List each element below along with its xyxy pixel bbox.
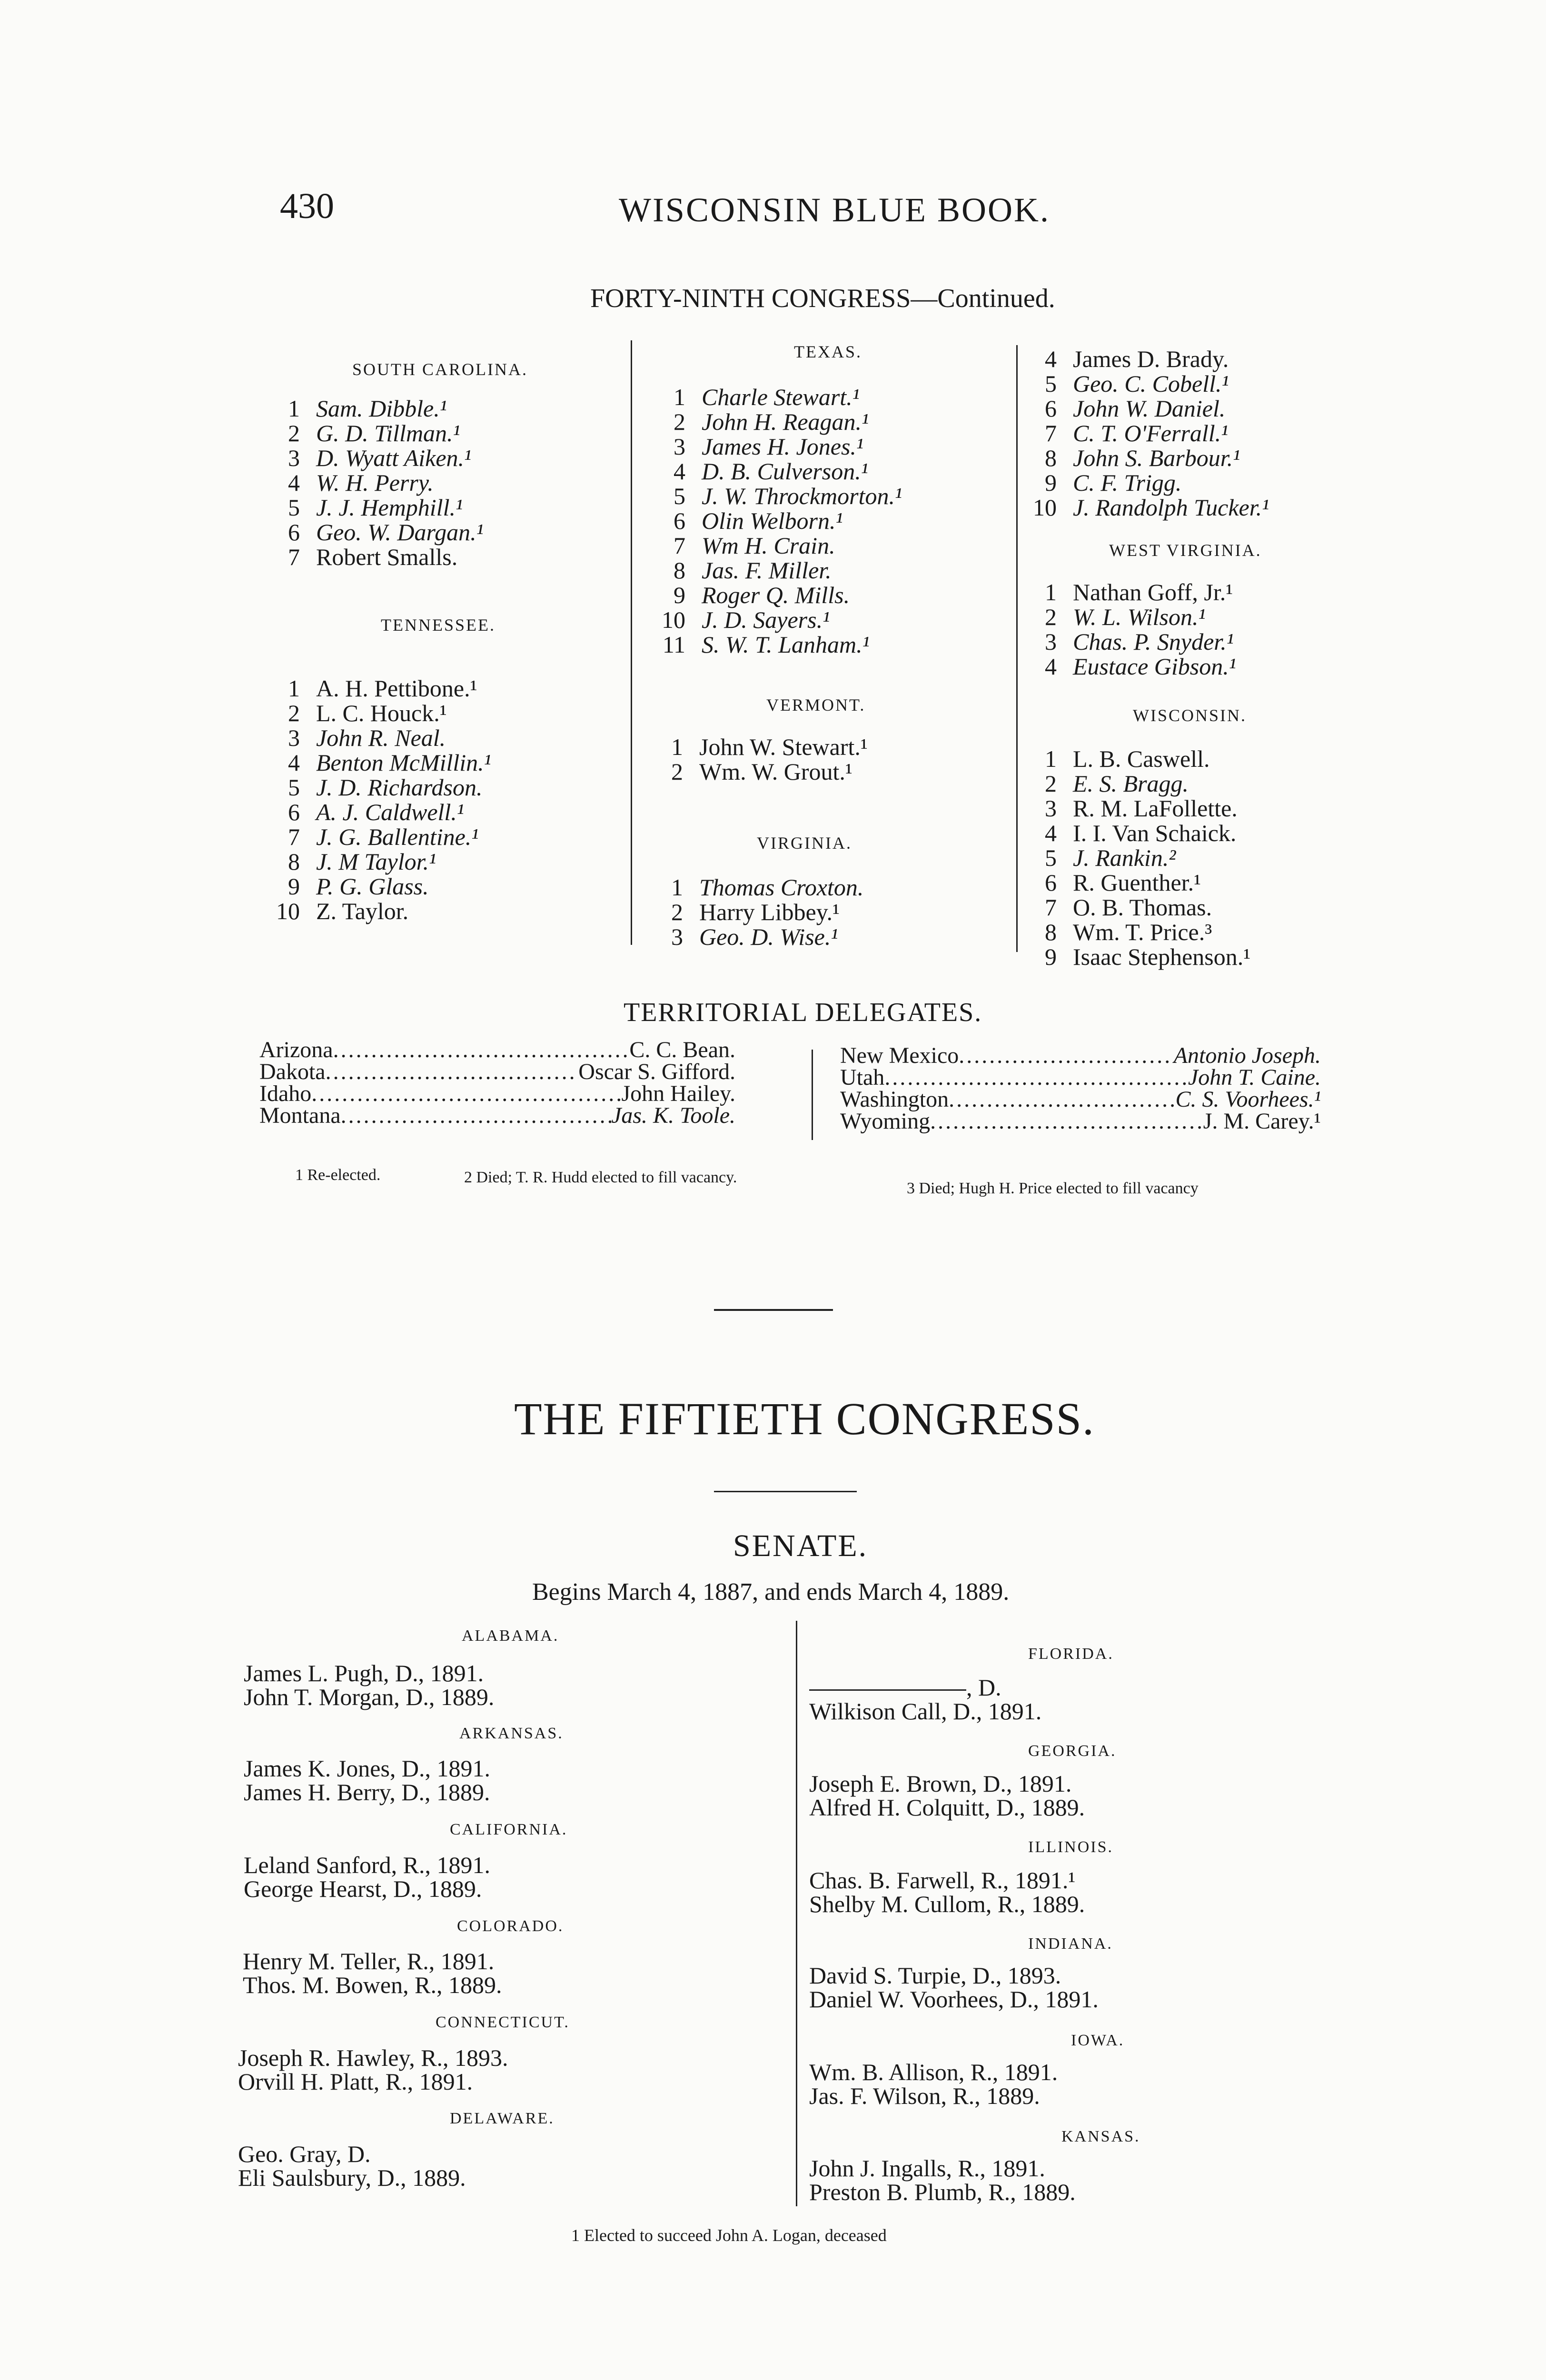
list-item: 7 C. T. O'Ferrall.¹ (1045, 420, 1229, 446)
list-item: 5 J. W. Throckmorton.¹ (674, 483, 902, 509)
list-item: 3 John R. Neal. (288, 724, 446, 751)
member-list (650, 875, 863, 949)
column-rule (631, 340, 632, 945)
senator-list (244, 1853, 490, 1901)
list-item: 1 A. H. Pettibone.¹ (288, 675, 477, 702)
section-rule (714, 1309, 833, 1311)
senator-list (238, 2142, 466, 2190)
state-heading: SOUTH CAROLINA. (352, 360, 528, 379)
column-rule (796, 1621, 797, 2206)
delegates-left (259, 1039, 735, 1127)
list-item: 1 John W. Stewart.¹ (671, 734, 868, 760)
senator: Joseph E. Brown, D., 1891. (809, 1770, 1072, 1797)
list-item: 4 D. B. Culverson.¹ (674, 458, 868, 485)
list-item: 4 Benton McMillin.¹ (288, 749, 491, 776)
running-title: WISCONSIN BLUE BOOK. (619, 191, 1050, 229)
delegate-row: Idaho ..... John Hailey. (259, 1083, 735, 1105)
list-item: 1 L. B. Caswell. (1045, 745, 1210, 772)
senate-heading: SENATE. (733, 1528, 868, 1563)
senator-list (809, 1676, 1041, 1723)
list-item: 2 W. L. Wilson.¹ (1045, 604, 1206, 630)
list-item: 3 R. M. LaFollette. (1045, 795, 1238, 822)
senator-list (809, 2156, 1076, 2204)
senator: Orvill H. Platt, R., 1891. (238, 2068, 473, 2095)
senator: John J. Ingalls, R., 1891. (809, 2155, 1045, 2182)
state-heading: ARKANSAS. (459, 1725, 564, 1742)
member-list (1023, 347, 1269, 520)
list-item: 3 Chas. P. Snyder.¹ (1045, 628, 1234, 655)
list-item: 5 J. J. Hemphill.¹ (288, 494, 463, 521)
senator-list (243, 1949, 502, 1997)
list-item: 7 J. G. Ballentine.¹ (288, 823, 479, 850)
state-heading: CONNECTICUT. (436, 2013, 570, 2031)
senator: Daniel W. Voorhees, D., 1891. (809, 1986, 1099, 2013)
senator: Joseph R. Hawley, R., 1893. (238, 2044, 508, 2071)
state-heading: KANSAS. (1061, 2128, 1140, 2145)
list-item: 6 Olin Welborn.¹ (674, 507, 843, 534)
state-heading: DELAWARE. (450, 2110, 555, 2127)
senator: Thos. M. Bowen, R., 1889. (243, 1972, 502, 1998)
list-item: 4 I. I. Van Schaick. (1045, 820, 1237, 846)
state-heading: ALABAMA. (462, 1627, 559, 1645)
state-heading: GEORGIA. (1028, 1742, 1117, 1760)
state-heading: INDIANA. (1028, 1935, 1113, 1953)
footnote: 1 Elected to succeed John A. Logan, deceased (571, 2226, 887, 2245)
list-item: 2 Harry Libbey.¹ (671, 899, 840, 925)
list-item: 5 Geo. C. Cobell.¹ (1045, 370, 1229, 397)
list-item: 1 Thomas Croxton. (671, 874, 864, 901)
senator: Wm. B. Allison, R., 1891. (809, 2059, 1058, 2085)
senator-list (238, 2046, 508, 2093)
member-list (650, 734, 868, 784)
delegates-rule (812, 1050, 813, 1140)
state-heading: ILLINOIS. (1028, 1838, 1114, 1856)
senator: , D. (966, 1674, 1001, 1701)
list-item: 5 J. Rankin.² (1045, 844, 1176, 871)
forty-ninth-heading: FORTY-NINTH CONGRESS—Continued. (590, 284, 1055, 313)
senator-list (809, 2060, 1058, 2108)
senator: Chas. B. Farwell, R., 1891.¹ (809, 1867, 1076, 1894)
list-item: 10 Z. Taylor. (276, 898, 409, 924)
list-item: 3 Geo. D. Wise.¹ (671, 923, 838, 950)
senator: Henry M. Teller, R., 1891. (243, 1948, 495, 1974)
delegate-row: New Mexico ..... Antonio Joseph. (840, 1045, 1321, 1067)
senator-list (809, 1868, 1085, 1916)
column-rule (1016, 345, 1018, 952)
title-rule (714, 1491, 857, 1492)
state-heading: TEXAS. (794, 342, 862, 361)
senator: James L. Pugh, D., 1891. (244, 1660, 484, 1686)
list-item: 1 Charle Stewart.¹ (674, 384, 860, 410)
senator: George Hearst, D., 1889. (244, 1875, 482, 1902)
list-item: 6 Geo. W. Dargan.¹ (288, 519, 484, 545)
senator: Eli Saulsbury, D., 1889. (238, 2164, 466, 2191)
senator: Shelby M. Cullom, R., 1889. (809, 1891, 1085, 1917)
delegate-row: Dakota ..... Oscar S. Gifford. (259, 1061, 735, 1083)
list-item: 1 Sam. Dibble.¹ (288, 395, 447, 422)
list-item: 2 L. C. Houck.¹ (288, 700, 447, 726)
footnote: 2 Died; T. R. Hudd elected to fill vacancy. (464, 1169, 737, 1186)
list-item: 6 R. Guenther.¹ (1045, 869, 1201, 896)
footnote: 3 Died; Hugh H. Price elected to fill vacancy (907, 1180, 1199, 1197)
list-item: 6 A. J. Caldwell.¹ (288, 799, 464, 825)
list-item: 10 J. Randolph Tucker.¹ (1033, 494, 1269, 521)
list-item: 11 S. W. T. Lanham.¹ (662, 631, 870, 658)
senator-list (244, 1756, 490, 1804)
senator: Jas. F. Wilson, R., 1889. (809, 2082, 1040, 2109)
senator: Alfred H. Colquitt, D., 1889. (809, 1794, 1085, 1821)
senator: James H. Berry, D., 1889. (244, 1779, 490, 1805)
list-item: 3 James H. Jones.¹ (674, 433, 863, 460)
delegate-row: Washington ..... C. S. Voorhees.¹ (840, 1089, 1321, 1111)
fiftieth-congress-title: THE FIFTIETH CONGRESS. (514, 1393, 1095, 1444)
senator: Geo. Gray, D. (238, 2141, 371, 2167)
senator-list (809, 1964, 1099, 2011)
senator: Wilkison Call, D., 1891. (809, 1698, 1042, 1725)
state-heading: CALIFORNIA. (450, 1821, 568, 1838)
member-list (267, 396, 484, 569)
list-item: 9 C. F. Trigg. (1045, 469, 1182, 496)
delegates-right (840, 1045, 1321, 1132)
delegate-row: Arizona ..... C. C. Bean. (259, 1039, 735, 1061)
state-heading: COLORADO. (457, 1917, 564, 1935)
list-item: 7 Wm H. Crain. (674, 532, 835, 559)
state-heading: TENNESSEE. (381, 615, 496, 635)
state-heading: FLORIDA. (1028, 1645, 1114, 1663)
senator: Preston B. Plumb, R., 1889. (809, 2179, 1076, 2205)
list-item: 8 J. M Taylor.¹ (288, 848, 436, 875)
list-item: 1 Nathan Goff, Jr.¹ (1045, 579, 1233, 605)
list-item: 6 John W. Daniel. (1045, 395, 1226, 422)
member-list (1023, 746, 1250, 969)
list-item: 9 Roger Q. Mills. (674, 582, 850, 608)
list-item: 4 James D. Brady. (1045, 346, 1229, 372)
state-heading: IOWA. (1071, 2032, 1125, 2049)
list-item: 8 Wm. T. Price.³ (1045, 919, 1212, 945)
list-item: 9 Isaac Stephenson.¹ (1045, 943, 1251, 970)
list-item: 10 J. D. Sayers.¹ (662, 606, 830, 633)
footnote: 1 Re-elected. (295, 1166, 381, 1184)
delegate-row: Montana ..... Jas. K. Toole. (259, 1105, 735, 1127)
senator: John T. Morgan, D., 1889. (244, 1684, 495, 1710)
territorial-delegates-heading: TERRITORIAL DELEGATES. (624, 998, 982, 1027)
member-list (267, 676, 491, 923)
page-number: 430 (280, 186, 334, 226)
list-item: 4 Eustace Gibson.¹ (1045, 653, 1236, 680)
senator: James K. Jones, D., 1891. (244, 1755, 491, 1782)
list-item: 2 G. D. Tillman.¹ (288, 420, 460, 446)
list-item: 2 Wm. W. Grout.¹ (671, 758, 852, 785)
delegate-row: Utah ..... John T. Caine. (840, 1067, 1321, 1089)
state-heading: VIRGINIA. (757, 833, 852, 853)
list-item: 8 John S. Barbour.¹ (1045, 445, 1240, 471)
state-heading: WEST VIRGINIA. (1109, 541, 1262, 560)
senator: Leland Sanford, R., 1891. (244, 1852, 490, 1878)
senator-list (809, 1772, 1085, 1819)
list-item: 8 Jas. F. Miller. (674, 557, 832, 584)
senator: David S. Turpie, D., 1893. (809, 1962, 1061, 1989)
senator-list (244, 1661, 494, 1709)
state-heading: VERMONT. (766, 695, 866, 714)
term-line: Begins March 4, 1887, and ends March 4, 1889. (532, 1578, 1010, 1606)
list-item: 5 J. D. Richardson. (288, 774, 483, 801)
list-item: 2 E. S. Bragg. (1045, 770, 1189, 797)
state-heading: WISCONSIN. (1133, 706, 1247, 725)
list-item: 2 John H. Reagan.¹ (674, 408, 869, 435)
member-list (1023, 580, 1236, 679)
list-item: 7 Robert Smalls. (288, 544, 458, 570)
list-item: 9 P. G. Glass. (288, 873, 429, 900)
member-list (652, 385, 902, 657)
list-item: 3 D. Wyatt Aiken.¹ (288, 445, 472, 471)
delegate-row: Wyoming ..... J. M. Carey.¹ (840, 1111, 1321, 1132)
list-item: 4 W. H. Perry. (288, 469, 434, 496)
blank-line (809, 1689, 966, 1691)
list-item: 7 O. B. Thomas. (1045, 894, 1212, 921)
